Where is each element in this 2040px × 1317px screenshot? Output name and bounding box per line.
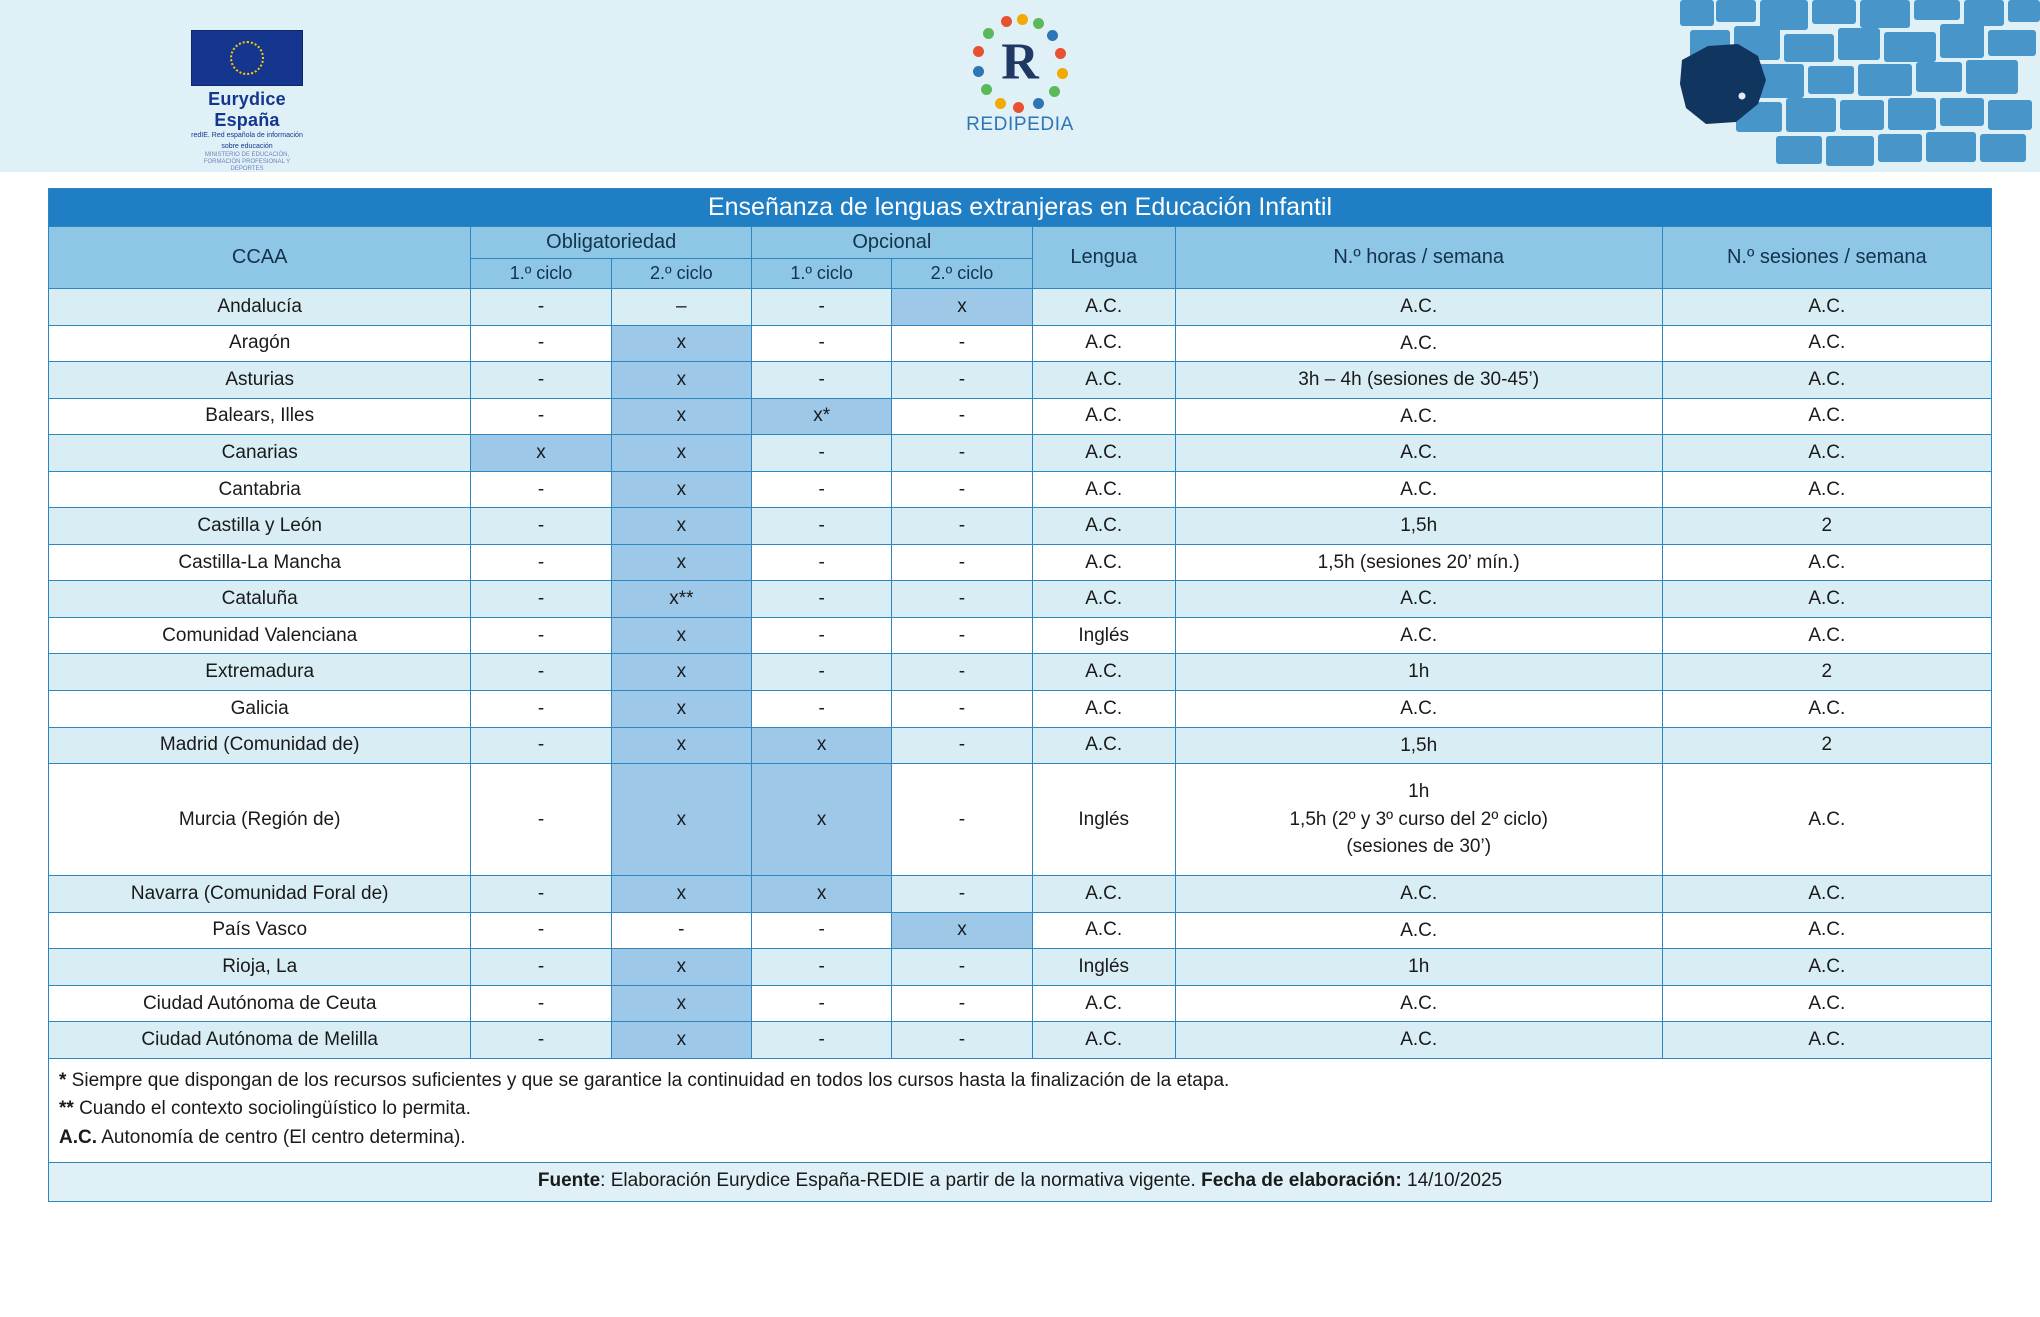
eurydice-name-line1: Eurydice — [208, 89, 286, 109]
cell-horas-semana: 1,5h (sesiones 20’ mín.) — [1175, 544, 1662, 581]
table-title: Enseñanza de lenguas extranjeras en Educación Infantil — [49, 189, 1992, 227]
cell-sesiones-semana: A.C. — [1662, 1022, 1991, 1059]
cell-obligatoriedad-ciclo1: - — [471, 471, 611, 508]
cell-opcional-ciclo1: x — [752, 876, 892, 913]
cell-opcional-ciclo2: - — [892, 1022, 1032, 1059]
header-obligatoriedad-ciclo1: 1.º ciclo — [471, 259, 611, 289]
cell-opcional-ciclo2: - — [892, 949, 1032, 986]
cell-horas-semana: A.C. — [1175, 617, 1662, 654]
cell-opcional-ciclo1: - — [752, 1022, 892, 1059]
cell-opcional-ciclo1: - — [752, 912, 892, 949]
table-header-row-1 — [49, 227, 1992, 259]
table-row — [49, 508, 1992, 545]
cell-horas-semana: A.C. — [1175, 912, 1662, 949]
cell-opcional-ciclo2: - — [892, 544, 1032, 581]
table-title-row — [49, 189, 1992, 227]
note-asterisk-mark: * — [59, 1069, 67, 1091]
cell-opcional-ciclo1: - — [752, 362, 892, 399]
note-double-asterisk-mark: ** — [59, 1098, 74, 1120]
header-opcional-ciclo1: 1.º ciclo — [752, 259, 892, 289]
cell-lengua: A.C. — [1032, 581, 1175, 618]
cell-opcional-ciclo1: x* — [752, 398, 892, 435]
cell-sesiones-semana: A.C. — [1662, 985, 1991, 1022]
cell-obligatoriedad-ciclo1: x — [471, 435, 611, 472]
cell-opcional-ciclo2: - — [892, 691, 1032, 728]
eurydice-logo-name — [188, 89, 306, 130]
cell-opcional-ciclo1: - — [752, 654, 892, 691]
cell-obligatoriedad-ciclo2: x — [611, 435, 751, 472]
cell-obligatoriedad-ciclo2: - — [611, 912, 751, 949]
cell-opcional-ciclo1: x — [752, 764, 892, 876]
cell-obligatoriedad-ciclo1: - — [471, 691, 611, 728]
cell-obligatoriedad-ciclo2: x — [611, 985, 751, 1022]
header-horas-semana: N.º horas / semana — [1175, 227, 1662, 289]
cell-opcional-ciclo1: - — [752, 949, 892, 986]
cell-obligatoriedad-ciclo1: - — [471, 912, 611, 949]
eurydice-espana-logo — [188, 30, 306, 172]
cell-ccaa: Andalucía — [49, 289, 471, 326]
cell-ccaa: Aragón — [49, 325, 471, 362]
cell-ccaa: Navarra (Comunidad Foral de) — [49, 876, 471, 913]
cell-ccaa: Ciudad Autónoma de Ceuta — [49, 985, 471, 1022]
cell-horas-semana: 1,5h — [1175, 508, 1662, 545]
cell-ccaa: Balears, Illes — [49, 398, 471, 435]
cell-obligatoriedad-ciclo1: - — [471, 949, 611, 986]
cell-horas-semana: 3h – 4h (sesiones de 30-45’) — [1175, 362, 1662, 399]
cell-ccaa: Extremadura — [49, 654, 471, 691]
header-opcional-ciclo2: 2.º ciclo — [892, 259, 1032, 289]
table-row — [49, 289, 1992, 326]
header-opcional: Opcional — [752, 227, 1033, 259]
cell-sesiones-semana: 2 — [1662, 508, 1991, 545]
cell-obligatoriedad-ciclo2: x — [611, 617, 751, 654]
cell-lengua: A.C. — [1032, 727, 1175, 764]
cell-obligatoriedad-ciclo2: x — [611, 544, 751, 581]
cell-horas-semana: A.C. — [1175, 289, 1662, 326]
redipedia-label: REDIPEDIA — [966, 114, 1074, 135]
cell-ccaa: Murcia (Región de) — [49, 764, 471, 876]
cell-obligatoriedad-ciclo1: - — [471, 876, 611, 913]
cell-sesiones-semana: A.C. — [1662, 764, 1991, 876]
table-row — [49, 362, 1992, 399]
note-double-asterisk-text: Cuando el contexto sociolingüístico lo permita. — [73, 1098, 471, 1120]
table-row — [49, 727, 1992, 764]
cell-horas-semana: A.C. — [1175, 325, 1662, 362]
cell-sesiones-semana: 2 — [1662, 727, 1991, 764]
cell-obligatoriedad-ciclo2: x — [611, 508, 751, 545]
cell-opcional-ciclo2: - — [892, 764, 1032, 876]
cell-opcional-ciclo2: - — [892, 581, 1032, 618]
cell-opcional-ciclo2: - — [892, 727, 1032, 764]
cell-sesiones-semana: A.C. — [1662, 949, 1991, 986]
cell-sesiones-semana: A.C. — [1662, 398, 1991, 435]
cell-ccaa: Cantabria — [49, 471, 471, 508]
cell-opcional-ciclo1: - — [752, 508, 892, 545]
cell-obligatoriedad-ciclo2: x** — [611, 581, 751, 618]
cell-horas-semana: A.C. — [1175, 581, 1662, 618]
table-row — [49, 1022, 1992, 1059]
note-asterisk-text: Siempre que dispongan de los recursos suficientes y que se garantice la continuidad en todos los cursos hasta la finalización de la etapa. — [66, 1069, 1230, 1091]
cell-ccaa: Madrid (Comunidad de) — [49, 727, 471, 764]
cell-obligatoriedad-ciclo1: - — [471, 581, 611, 618]
cell-horas-semana: 1h 1,5h (2º y 3º curso del 2º ciclo) (sesiones de 30’) — [1175, 764, 1662, 876]
cell-obligatoriedad-ciclo2: x — [611, 362, 751, 399]
table-row — [49, 617, 1992, 654]
cell-opcional-ciclo2: - — [892, 617, 1032, 654]
cell-opcional-ciclo1: x — [752, 727, 892, 764]
cell-obligatoriedad-ciclo1: - — [471, 985, 611, 1022]
table-row — [49, 876, 1992, 913]
page-header-banner — [0, 0, 2040, 172]
cell-horas-semana: 1h — [1175, 949, 1662, 986]
cell-obligatoriedad-ciclo1: - — [471, 617, 611, 654]
table-row — [49, 691, 1992, 728]
cell-obligatoriedad-ciclo1: - — [471, 508, 611, 545]
cell-lengua: A.C. — [1032, 435, 1175, 472]
cell-horas-semana: 1,5h — [1175, 727, 1662, 764]
cell-lengua: A.C. — [1032, 289, 1175, 326]
cell-obligatoriedad-ciclo2: x — [611, 764, 751, 876]
europe-map-icon — [1680, 0, 2040, 172]
cell-obligatoriedad-ciclo2: x — [611, 398, 751, 435]
note-asterisk — [59, 1067, 1981, 1096]
source-footer — [48, 1163, 1992, 1202]
cell-ccaa: Ciudad Autónoma de Melilla — [49, 1022, 471, 1059]
note-ac — [59, 1124, 1981, 1153]
eurydice-name-line2: España — [214, 109, 280, 130]
cell-lengua: Inglés — [1032, 764, 1175, 876]
cell-horas-semana: 1h — [1175, 654, 1662, 691]
header-obligatoriedad: Obligatoriedad — [471, 227, 752, 259]
cell-opcional-ciclo2: - — [892, 508, 1032, 545]
table-row — [49, 764, 1992, 876]
cell-opcional-ciclo1: - — [752, 325, 892, 362]
redipedia-mark-icon — [971, 14, 1069, 112]
cell-obligatoriedad-ciclo1: - — [471, 325, 611, 362]
cell-obligatoriedad-ciclo1: - — [471, 727, 611, 764]
cell-ccaa: Asturias — [49, 362, 471, 399]
cell-horas-semana: A.C. — [1175, 398, 1662, 435]
cell-lengua: A.C. — [1032, 691, 1175, 728]
cell-obligatoriedad-ciclo1: - — [471, 1022, 611, 1059]
cell-ccaa: Cataluña — [49, 581, 471, 618]
table-row — [49, 325, 1992, 362]
cell-opcional-ciclo2: x — [892, 912, 1032, 949]
cell-sesiones-semana: A.C. — [1662, 544, 1991, 581]
cell-sesiones-semana: 2 — [1662, 654, 1991, 691]
cell-obligatoriedad-ciclo1: - — [471, 362, 611, 399]
cell-sesiones-semana: A.C. — [1662, 912, 1991, 949]
source-date-value: 14/10/2025 — [1401, 1170, 1503, 1192]
cell-ccaa: Galicia — [49, 691, 471, 728]
cell-opcional-ciclo2: - — [892, 985, 1032, 1022]
cell-lengua: Inglés — [1032, 949, 1175, 986]
note-ac-text: Autonomía de centro (El centro determina). — [97, 1126, 466, 1148]
cell-obligatoriedad-ciclo1: - — [471, 289, 611, 326]
cell-sesiones-semana: A.C. — [1662, 289, 1991, 326]
table-row — [49, 471, 1992, 508]
cell-ccaa: Castilla y León — [49, 508, 471, 545]
cell-ccaa: Castilla-La Mancha — [49, 544, 471, 581]
cell-obligatoriedad-ciclo1: - — [471, 764, 611, 876]
cell-lengua: A.C. — [1032, 508, 1175, 545]
cell-lengua: A.C. — [1032, 544, 1175, 581]
cell-obligatoriedad-ciclo2: x — [611, 876, 751, 913]
cell-ccaa: Rioja, La — [49, 949, 471, 986]
cell-lengua: A.C. — [1032, 362, 1175, 399]
source-text: : Elaboración Eurydice España-REDIE a partir de la normativa vigente. — [600, 1170, 1202, 1192]
note-double-asterisk — [59, 1095, 1981, 1124]
eurydice-ministry-line: MINISTERIO DE EDUCACIÓN, FORMACIÓN PROFESIONAL Y DEPORTES — [203, 151, 291, 172]
table-row — [49, 544, 1992, 581]
table-sheet — [0, 172, 2040, 1220]
header-lengua: Lengua — [1032, 227, 1175, 289]
cell-ccaa: Canarias — [49, 435, 471, 472]
cell-obligatoriedad-ciclo2: x — [611, 727, 751, 764]
source-label: Fuente — [537, 1170, 601, 1192]
table-row — [49, 949, 1992, 986]
header-obligatoriedad-ciclo2: 2.º ciclo — [611, 259, 751, 289]
cell-opcional-ciclo1: - — [752, 471, 892, 508]
cell-lengua: A.C. — [1032, 325, 1175, 362]
cell-sesiones-semana: A.C. — [1662, 691, 1991, 728]
cell-opcional-ciclo2: x — [892, 289, 1032, 326]
cell-lengua: A.C. — [1032, 398, 1175, 435]
cell-opcional-ciclo2: - — [892, 654, 1032, 691]
eurydice-sub-line2: sobre educación — [221, 143, 273, 151]
cell-obligatoriedad-ciclo1: - — [471, 654, 611, 691]
cell-lengua: A.C. — [1032, 654, 1175, 691]
cell-opcional-ciclo1: - — [752, 691, 892, 728]
cell-lengua: A.C. — [1032, 876, 1175, 913]
table-row — [49, 912, 1992, 949]
redipedia-logo — [900, 14, 1140, 136]
cell-ccaa: Comunidad Valenciana — [49, 617, 471, 654]
table-notes — [48, 1059, 1992, 1164]
cell-horas-semana: A.C. — [1175, 435, 1662, 472]
eurydice-sub-line1: redIE. Red española de información — [191, 132, 303, 140]
cell-opcional-ciclo1: - — [752, 985, 892, 1022]
cell-lengua: Inglés — [1032, 617, 1175, 654]
cell-opcional-ciclo2: - — [892, 362, 1032, 399]
cell-obligatoriedad-ciclo2: – — [611, 289, 751, 326]
cell-horas-semana: A.C. — [1175, 1022, 1662, 1059]
cell-obligatoriedad-ciclo2: x — [611, 325, 751, 362]
cell-opcional-ciclo2: - — [892, 325, 1032, 362]
note-ac-mark: A.C. — [59, 1126, 97, 1148]
cell-opcional-ciclo2: - — [892, 471, 1032, 508]
cell-sesiones-semana: A.C. — [1662, 435, 1991, 472]
cell-horas-semana: A.C. — [1175, 876, 1662, 913]
table-row — [49, 581, 1992, 618]
eu-flag-icon — [191, 30, 303, 86]
cell-obligatoriedad-ciclo2: x — [611, 471, 751, 508]
cell-opcional-ciclo2: - — [892, 435, 1032, 472]
cell-opcional-ciclo2: - — [892, 876, 1032, 913]
cell-obligatoriedad-ciclo2: x — [611, 1022, 751, 1059]
cell-opcional-ciclo1: - — [752, 289, 892, 326]
source-date-label: Fecha de elaboración: — [1201, 1170, 1402, 1192]
table-row — [49, 398, 1992, 435]
cell-sesiones-semana: A.C. — [1662, 876, 1991, 913]
cell-opcional-ciclo2: - — [892, 398, 1032, 435]
cell-sesiones-semana: A.C. — [1662, 581, 1991, 618]
cell-obligatoriedad-ciclo1: - — [471, 544, 611, 581]
table-row — [49, 435, 1992, 472]
cell-lengua: A.C. — [1032, 471, 1175, 508]
header-ccaa: CCAA — [49, 227, 471, 289]
cell-opcional-ciclo1: - — [752, 544, 892, 581]
eu-stars-icon — [230, 41, 264, 75]
cell-ccaa: País Vasco — [49, 912, 471, 949]
cell-horas-semana: A.C. — [1175, 985, 1662, 1022]
cell-sesiones-semana: A.C. — [1662, 362, 1991, 399]
cell-obligatoriedad-ciclo1: - — [471, 398, 611, 435]
cell-sesiones-semana: A.C. — [1662, 471, 1991, 508]
cell-opcional-ciclo1: - — [752, 435, 892, 472]
cell-sesiones-semana: A.C. — [1662, 325, 1991, 362]
cell-sesiones-semana: A.C. — [1662, 617, 1991, 654]
cell-opcional-ciclo1: - — [752, 617, 892, 654]
cell-lengua: A.C. — [1032, 985, 1175, 1022]
foreign-languages-table — [48, 188, 1992, 1059]
table-row — [49, 985, 1992, 1022]
cell-opcional-ciclo1: - — [752, 581, 892, 618]
cell-obligatoriedad-ciclo2: x — [611, 949, 751, 986]
cell-horas-semana: A.C. — [1175, 691, 1662, 728]
cell-lengua: A.C. — [1032, 1022, 1175, 1059]
redipedia-letter: R — [1001, 33, 1039, 91]
cell-obligatoriedad-ciclo2: x — [611, 654, 751, 691]
cell-horas-semana: A.C. — [1175, 471, 1662, 508]
cell-obligatoriedad-ciclo2: x — [611, 691, 751, 728]
table-row — [49, 654, 1992, 691]
cell-lengua: A.C. — [1032, 912, 1175, 949]
header-sesiones-semana: N.º sesiones / semana — [1662, 227, 1991, 289]
